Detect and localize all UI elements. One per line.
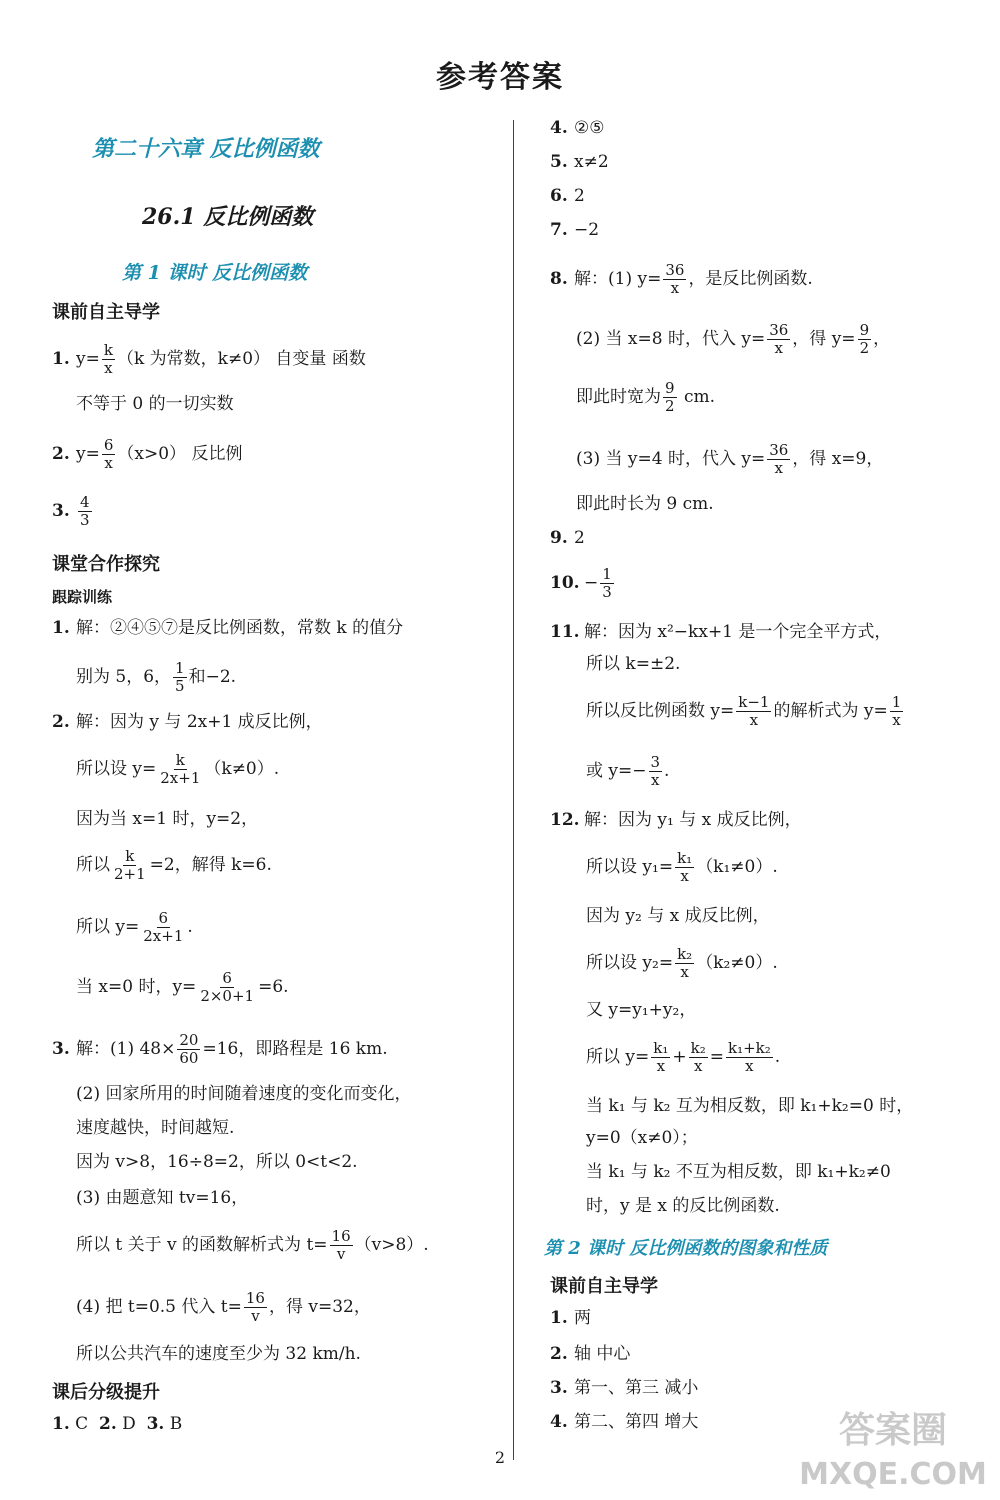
answer-line: (3) 当 y=4 时，代入 y= $\frac{36}{x}$ ，得 x=9， <box>576 441 884 477</box>
fraction: $\frac{36}{x}$ <box>769 321 789 357</box>
answer-line: 所以设 y₂= $\frac{\text{k₂}}{x}$ （k₂≠0）. <box>586 945 778 981</box>
fraction: $\frac{36}{x}$ <box>769 441 789 477</box>
answer-item: 11. 解：因为 x²−kx+1 是一个完全平方式， <box>550 622 892 642</box>
answer-line: 所以 t 关于 v 的函数解析式为 t= $\frac{16}{v}$ （v>8）. <box>76 1227 429 1263</box>
subsection-heading: 课前自主导学 <box>550 1276 658 1297</box>
subsection-heading: 课堂合作探究 <box>52 554 160 575</box>
answer-item: 8. 解：(1) y= $\frac{36}{x}$ ，是反比例函数. <box>550 261 813 297</box>
answer-item: 5. x≠2 <box>550 152 609 172</box>
answer-item: 4. 第二、第四 增大 <box>550 1412 699 1432</box>
answer-item: 6. 2 <box>550 186 585 206</box>
answer-item: 9. 2 <box>550 528 585 548</box>
subsection-heading: 课后分级提升 <box>52 1382 160 1403</box>
answer-line: 不等于 0 的一切实数 <box>76 394 234 414</box>
subsection-label: 跟踪训练 <box>52 588 113 606</box>
answer-line: 当 k₁ 与 k₂ 不互为相反数，即 k₁+k₂≠0 <box>586 1162 891 1182</box>
answer-item: 3. 解：(1) 48× $\frac{20}{60}$ =16，即路程是 16 km. <box>52 1031 388 1067</box>
fraction: $\frac{\text{k₁}}{x}$ <box>653 1039 669 1075</box>
chapter-heading: 第二十六章 反比例函数 <box>92 136 320 162</box>
answer-item: 2. 轴 中心 <box>550 1344 631 1364</box>
answer-line: 因为当 x=1 时，y=2， <box>76 809 259 829</box>
answer-item: 1. 两 <box>550 1308 591 1328</box>
answer-line: 所以 $\frac{k}{2+1}$ =2，解得 k=6. <box>76 847 272 883</box>
watermark-logo <box>798 1400 988 1492</box>
watermark-text: 答案圈 <box>838 1410 948 1451</box>
fraction: $\frac{k}{x}$ <box>103 341 113 377</box>
answer-line: 所以 y= $\frac{6}{2x+1}$ . <box>76 909 193 945</box>
answer-item: 12. 解：因为 y₁ 与 x 成反比例， <box>550 810 802 830</box>
fraction: $\frac{1}{3}$ <box>602 565 612 601</box>
answer-line: 所以反比例函数 y= $\frac{k-1}{x}$ 的解析式为 y= $\frac{1}{x}$ <box>586 693 902 729</box>
fraction: $\frac{16}{v}$ <box>245 1289 265 1325</box>
answer-line: 所以公共汽车的速度至少为 32 km/h. <box>76 1344 361 1364</box>
fraction: $\frac{k-1}{x}$ <box>738 693 770 729</box>
answer-line: 因为 v>8，16÷8=2，所以 0<t<2. <box>76 1152 358 1172</box>
answer-line: 当 k₁ 与 k₂ 互为相反数，即 k₁+k₂=0 时， <box>586 1096 914 1116</box>
fraction: $\frac{3}{x}$ <box>650 753 661 789</box>
answer-item: 2. y= $\frac{6}{x}$ （x>0） 反比例 <box>52 436 243 472</box>
subsection-heading: 课前自主导学 <box>52 302 160 323</box>
fraction: $\frac{k}{2+1}$ <box>114 847 146 883</box>
watermark-url: MXQE.COM <box>799 1457 987 1492</box>
lesson-heading: 第 1 课时 反比例函数 <box>122 262 308 284</box>
answer-line: y=0（x≠0）； <box>586 1128 698 1148</box>
answer-line: 即此时长为 9 cm. <box>576 494 714 514</box>
answer-line: (4) 把 t=0.5 代入 t= $\frac{16}{v}$ ，得 v=32， <box>76 1289 371 1325</box>
fraction: $\frac{k}{2x+1}$ <box>160 751 201 787</box>
answer-line: 时，y 是 x 的反比例函数. <box>586 1196 780 1216</box>
answer-line: 因为 y₂ 与 x 成反比例， <box>586 906 770 926</box>
page-number: 2 <box>494 1448 506 1467</box>
fraction: $\frac{\text{k₂}}{x}$ <box>690 1039 706 1075</box>
section-heading: 26.1 反比例函数 <box>142 204 314 230</box>
column-divider <box>513 120 514 1460</box>
fraction: $\frac{\text{k₁}}{x}$ <box>677 849 693 885</box>
fraction: $\frac{6}{x}$ <box>103 436 114 472</box>
answer-line: 当 x=0 时，y= $\frac{6}{2\times 0+1}$ =6. <box>76 969 289 1005</box>
fraction: $\frac{1}{x}$ <box>891 693 902 729</box>
fraction: $\frac{4}{3}$ <box>80 493 90 529</box>
fraction: $\frac{16}{v}$ <box>331 1227 351 1263</box>
lesson-heading: 第 2 课时 反比例函数的图象和性质 <box>544 1238 828 1259</box>
answer-line: 别为 5，6， $\frac{1}{5}$ 和−2. <box>76 659 237 695</box>
fraction: $\frac{6}{2x+1}$ <box>143 909 184 945</box>
answer-item: 3. 第一、第三 减小 <box>550 1378 699 1398</box>
answer-line: 所以设 y₁= $\frac{\text{k₁}}{x}$ （k₁≠0）. <box>586 849 778 885</box>
fraction: $\frac{9}{2}$ <box>859 321 870 357</box>
answer-line: (2) 当 x=8 时，代入 y= $\frac{36}{x}$ ，得 y= $\frac{9}{2}$ ， <box>576 321 891 357</box>
fraction: $\frac{36}{x}$ <box>665 261 685 297</box>
fraction: $\frac{20}{60}$ <box>179 1031 199 1067</box>
answer-item: 10. − $\frac{1}{3}$ <box>550 565 612 601</box>
answer-line: (2) 回家所用的时间随着速度的变化而变化， <box>76 1084 412 1104</box>
answer-item: 2. 解：因为 y 与 2x+1 成反比例， <box>52 712 323 732</box>
fraction: $\frac{9}{2}$ <box>665 379 675 415</box>
answer-line: 又 y=y₁+y₂， <box>586 1000 697 1020</box>
answer-line: (3) 由题意知 tv=16， <box>76 1188 249 1208</box>
answer-item: 4. ②⑤ <box>550 118 605 138</box>
page-title: 参考答案 <box>436 60 564 95</box>
fraction: $\frac{\text{k₁+k₂}}{x}$ <box>727 1039 771 1075</box>
answer-item: 1. y= $\frac{k}{x}$ （k 为常数，k≠0） 自变量 函数 <box>52 341 366 377</box>
answer-line: 所以 y= $\frac{\text{k₁}}{x}$ + $\frac{\text{k₂}}{x}$ = $\frac{\text{k₁+k₂}}{x}$ . <box>586 1039 781 1075</box>
answer-line: 速度越快，时间越短. <box>76 1118 235 1138</box>
answer-line: 所以设 y= $\frac{k}{2x+1}$ （k≠0）. <box>76 751 280 787</box>
answer-item: 1. 解：②④⑤⑦是反比例函数，常数 k 的值分 <box>52 618 404 638</box>
answer-item: 1. C 2. D 3. B <box>52 1414 183 1434</box>
fraction: $\frac{1}{5}$ <box>175 659 185 695</box>
answer-line: 所以 k=±2. <box>586 654 681 674</box>
fraction: $\frac{\text{k₂}}{x}$ <box>677 945 693 981</box>
fraction: $\frac{6}{2\times 0+1}$ <box>200 969 255 1005</box>
answer-item: 3. $\frac{4}{3}$ <box>52 493 90 529</box>
answer-item: 7. −2 <box>550 220 600 240</box>
answer-line: 即此时宽为 $\frac{9}{2}$ cm. <box>576 379 715 415</box>
answer-line: 或 y=− $\frac{3}{x}$ . <box>586 753 670 789</box>
